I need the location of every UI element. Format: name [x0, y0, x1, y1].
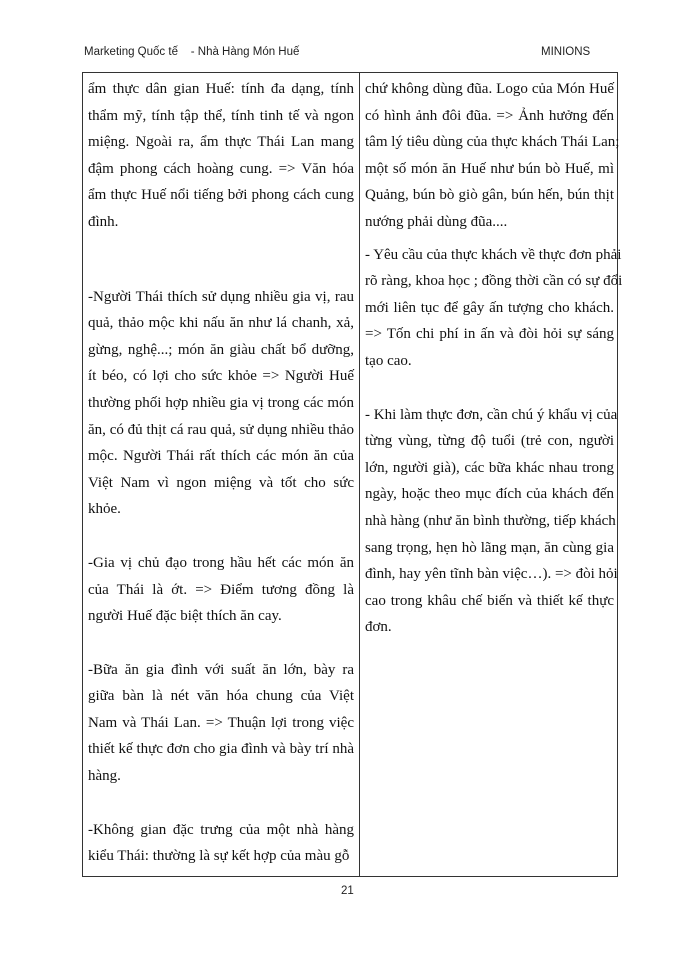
text-line: tâm lý tiêu dùng của thực khách Thái Lan;	[365, 134, 620, 151]
text-line: ngày, hoặc theo mục đích của khách đến	[365, 486, 614, 503]
paragraph	[88, 550, 354, 630]
paragraph	[88, 284, 354, 523]
text-line: ăn, có đủ thịt cá rau quả, sử dụng nhiều thảo	[88, 421, 354, 438]
text-line: sang trọng, hẹn hò lãng mạn, ăn cùng gia	[365, 539, 614, 556]
text-line: -Không gian đặc trưng của một nhà hàng	[88, 821, 354, 838]
text-line: - Khi làm thực đơn, cần chú ý khẩu vị của	[365, 406, 618, 423]
text-line: nướng phải dùng đũa....	[365, 213, 508, 230]
left-column	[88, 76, 354, 897]
text-line: - Yêu cầu của thực khách về thực đơn phải	[365, 246, 622, 263]
text-line: đình.	[88, 213, 119, 230]
text-line: nhà hàng (như ăn bình thường, tiếp khách	[365, 512, 616, 529]
text-line: của Thái là ớt. => Điểm tương đồng là	[88, 581, 354, 598]
text-line: lớn, người già), các bữa khác nhau trong	[365, 459, 614, 476]
paragraph	[365, 242, 623, 375]
text-line: Quảng, bún bò giò gân, bún hến, bún thịt	[365, 187, 614, 204]
text-line: từng vùng, từng độ tuổi (trẻ con, người	[365, 433, 614, 450]
right-column	[365, 76, 623, 668]
header-title: Marketing Quốc tế - Nhà Hàng Món Huế	[84, 46, 300, 58]
text-line: Nam và Thái Lan. => Thuận lợi trong việc	[88, 714, 354, 731]
text-line: -Bữa ăn gia đình với suất ăn lớn, bày ra	[88, 661, 354, 678]
text-line: thẩm mỹ, tính tập thể, tính tinh tế và ngon	[88, 107, 354, 124]
paragraph	[88, 657, 354, 790]
text-line: tạo cao.	[365, 352, 412, 369]
text-line: đơn.	[365, 619, 392, 636]
paragraph	[88, 817, 354, 870]
text-line: khỏe.	[88, 501, 121, 518]
text-line: mộc. Người Thái rất thích các món ăn của	[88, 448, 354, 465]
text-line: người Huế đặc biệt thích ăn cay.	[88, 608, 282, 625]
page-number: 21	[341, 885, 354, 897]
text-line: thiết kế thực đơn cho gia đình và bày trí nhà	[88, 741, 354, 758]
text-line: có hình ảnh đôi đũa. => Ảnh hưởng đến	[365, 107, 614, 124]
text-line: mới liên tục để gây ấn tượng cho khách.	[365, 299, 614, 316]
text-line: quả, thảo mộc khi nấu ăn như lá chanh, xả,	[88, 315, 354, 332]
text-line: một số món ăn Huế như bún bò Huế, mì	[365, 160, 614, 177]
column-divider	[359, 73, 360, 876]
text-line: giữa bàn là nét văn hóa chung của Việt	[88, 688, 354, 705]
text-line: đậm phong cách hoàng cung. => Văn hóa	[88, 160, 354, 177]
text-line: cao trong khâu chế biến và thiết kế thực	[365, 592, 614, 609]
text-line: gừng, nghệ...; món ăn giàu chất bổ dưỡng,	[88, 341, 354, 358]
text-line: kiểu Thái: thường là sự kết hợp của màu gỗ	[88, 848, 350, 865]
text-line: rõ ràng, khoa học ; đồng thời cần có sự đổi	[365, 273, 623, 290]
paragraph	[365, 76, 620, 236]
paragraph	[365, 402, 618, 641]
text-line: hàng.	[88, 768, 121, 785]
text-line: ẩm thực dân gian Huế: tính đa dạng, tính	[88, 81, 354, 97]
text-line: => Tốn chi phí in ấn và đòi hỏi sự sáng	[365, 326, 614, 343]
text-line: thường phối hợp nhiều gia vị trong các món	[88, 394, 354, 411]
text-line: Việt Nam vì ngon miệng và tốt cho sức	[88, 474, 354, 491]
header-team: MINIONS	[541, 46, 591, 58]
text-line: miệng. Ngoài ra, ẩm thực Thái Lan mang	[88, 134, 354, 151]
text-line: ít béo, có lợi cho sức khỏe => Người Huế	[88, 368, 354, 385]
text-line: ẩm thực Huế nổi tiếng bởi phong cách cung	[88, 187, 354, 204]
text-line: đình, hay yên tĩnh bàn việc…). => đòi hỏi	[365, 566, 618, 583]
paragraph	[88, 76, 354, 236]
text-line: -Gia vị chủ đạo trong hầu hết các món ăn	[88, 554, 354, 571]
text-line: chứ không dùng đũa. Logo của Món Huế	[365, 81, 614, 97]
content-table	[82, 72, 623, 877]
text-line: -Người Thái thích sử dụng nhiều gia vị, rau	[88, 288, 354, 305]
